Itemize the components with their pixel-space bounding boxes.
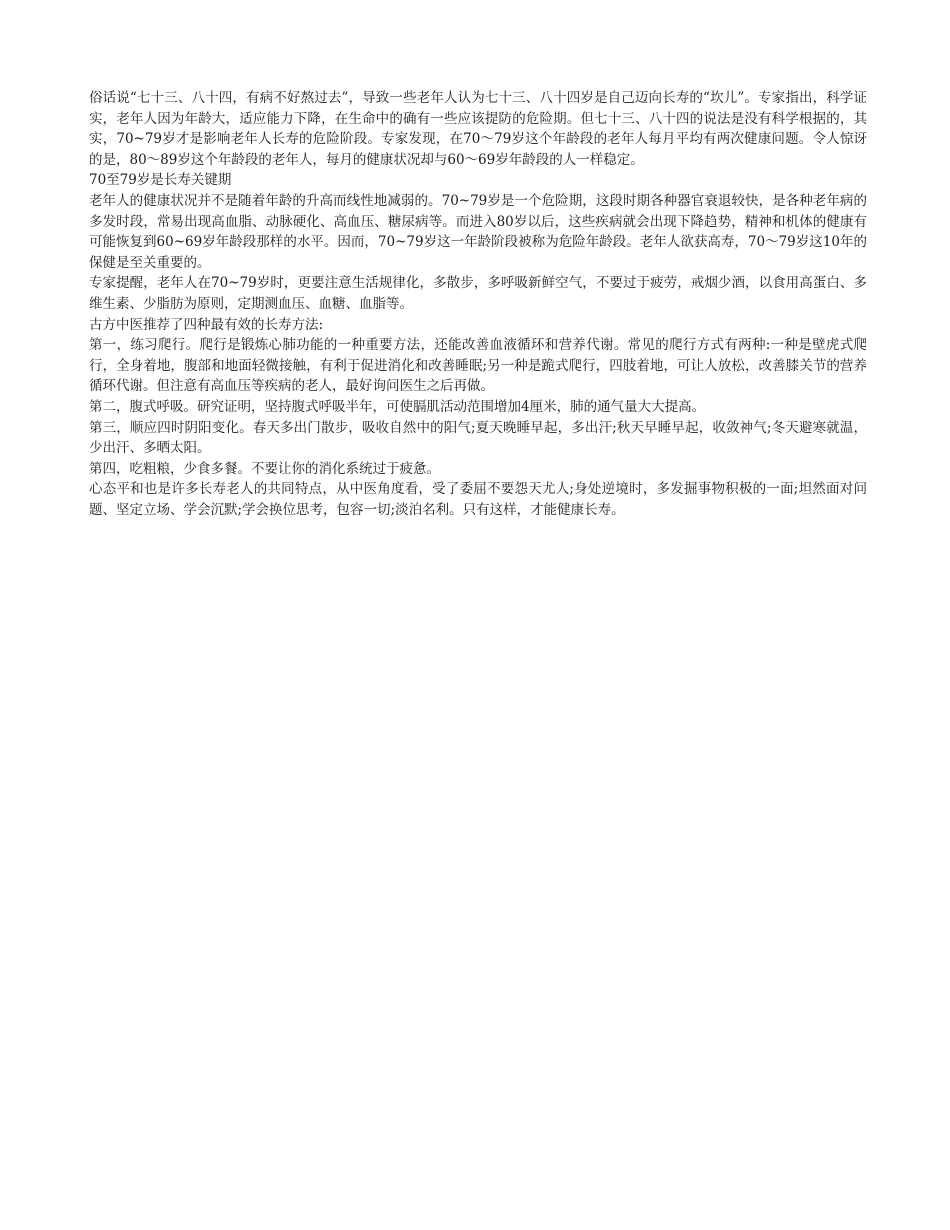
paragraph-method-diet: 第四，吃粗粮，少食多餐。不要让你的消化系统过于疲惫。 [89,460,440,477]
document-body [89,88,867,520]
paragraph-method-seasons: 第三，顺应四时阴阳变化。春天多出门散步，吸收自然中的阳气;夏天晚睡早起，多出汗;秋天早睡早起，收敛神气;冬天避寒就温，少出汗、多晒太阳。 [89,419,867,457]
paragraph-intro: 俗话说“七十三、八十四，有病不好熬过去”，导致一些老年人认为七十三、八十四岁是自己迈向长寿的“坎儿”。专家指出，科学证实，老年人因为年龄大，适应能力下降，在生命中的确有一些应该提防的危险期。但七十三、八十四的说法是没有科学根据的，其实，70~79岁才是影响老年人长寿的危险阶段。专家发现，在70～79岁这个年龄段的老年人每月平均有两次健康问题。令人惊讶的是，80～89岁这个年龄段的老年人，每月的健康状况却与60～69岁年龄段的人一样稳定。 [89,90,867,168]
paragraph-method-breathing: 第二，腹式呼吸。研究证明，坚持腹式呼吸半年，可使膈肌活动范围增加4厘米，肺的通气量大大提高。 [89,398,706,415]
paragraph-method-crawling: 第一，练习爬行。爬行是锻炼心肺功能的一种重要方法，还能改善血液循环和营养代谢。常见的爬行方式有两种:一种是壁虎式爬行，全身着地，腹部和地面轻微接触，有利于促进消化和改善睡眠;另一种是跪式爬行，四肢着地，可让人放松，改善膝关节的营养循环代谢。但注意有高血压等疾病的老人，最好询问医生之后再做。 [89,337,867,395]
paragraph-methods-intro: 古方中医推荐了四种最有效的长寿方法: [89,316,324,333]
paragraph-expert-advice: 专家提醒，老年人在70~79岁时，更要注意生活规律化，多散步，多呼吸新鲜空气，不要过于疲劳，戒烟少酒，以食用高蛋白、多维生素、少脂肪为原则，定期测血压、血糖、血脂等。 [89,275,867,312]
paragraph-health-trend: 老年人的健康状况并不是随着年龄的升高而线性地减弱的。70~79岁是一个危险期，这段时期各种器官衰退较快，是各种老年病的多发时段，常易出现高血脂、动脉硬化、高血压、糖尿病等。而进入80岁以后，这些疾病就会出现下降趋势，精神和机体的健康有可能恢复到60~69岁年龄段那样的水平。因而，70~79岁这一年龄阶段被称为危险年龄段。老年人欲获高寿，70～79岁这10年的保健是至关重要的。 [89,192,867,271]
paragraph-mindset: 心态平和也是许多长寿老人的共同特点，从中医角度看，受了委屈不要怨天尤人;身处逆境时，多发掘事物积极的一面;坦然面对问题、坚定立场、学会沉默;学会换位思考，包容一切;淡泊名利。只有这样，才能健康长寿。 [89,481,867,518]
section-heading: 70至79岁是长寿关键期 [89,172,232,189]
